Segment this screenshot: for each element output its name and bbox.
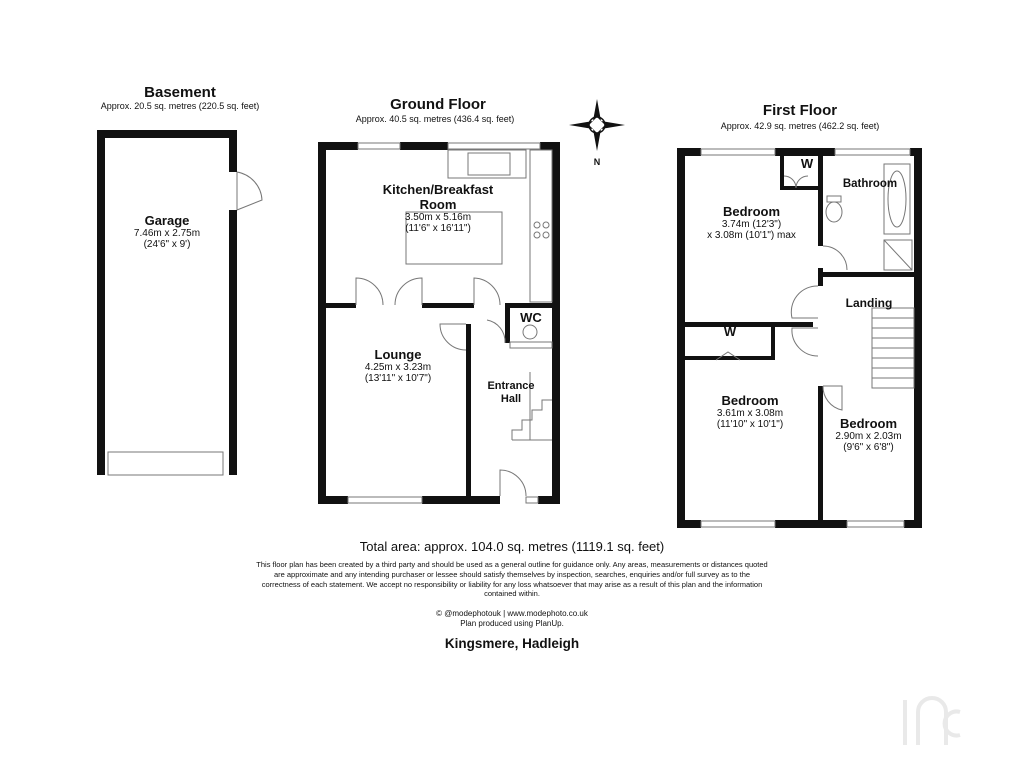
bedroom2-dim-imperial: (11'10" x 10'1") (716, 419, 784, 430)
disclaimer-line: correctness of each statement. We accept no responsibility or liability for any loss whatsoever that may arise as a result of this plan and the information (261, 579, 763, 589)
garage-door (108, 452, 223, 475)
hall-name-line2: Hall (500, 392, 522, 405)
bedroom3-label (823, 416, 914, 453)
basement-area: Approx. 20.5 sq. metres (220.5 sq. feet) (100, 101, 260, 111)
bathroom-label: Bathroom (842, 178, 898, 190)
credit-line1: © @modephotouk | www.modephoto.co.uk (436, 609, 588, 618)
disclaimer-line: contained within. (484, 589, 540, 599)
kitchen-dim-imperial: (11'6" x 16'11") (405, 223, 471, 234)
landing-label: Landing (845, 296, 893, 310)
compass-north-label: N (593, 157, 601, 167)
first-floor-title: First Floor (762, 102, 838, 119)
kitchen-name-line1: Kitchen/Breakfast (382, 182, 494, 197)
bedroom1-label (685, 204, 818, 241)
kitchen-label (348, 182, 528, 234)
disclaimer (212, 560, 812, 599)
ground-floor-title: Ground Floor (390, 96, 486, 113)
ground-floor-area: Approx. 40.5 sq. metres (436.4 sq. feet) (355, 114, 515, 124)
lounge-dim-imperial: (13'11" x 10'7") (364, 373, 432, 384)
credits (362, 609, 662, 630)
bedroom2-dim-metric: 3.61m x 3.08m (716, 408, 784, 419)
credit-line2: Plan produced using PlanUp. (460, 619, 564, 629)
garage-plan (97, 130, 237, 475)
lounge-label (338, 347, 458, 384)
total-area: Total area: approx. 104.0 sq. metres (1119.1 sq. feet) (359, 539, 665, 554)
bedroom2-name: Bedroom (721, 393, 779, 408)
wardrobe-top-label: W (800, 156, 814, 171)
bedroom1-dim-metric: 3.74m (12'3") (721, 219, 782, 230)
compass-rose-icon (569, 99, 625, 151)
lounge-dim-metric: 4.25m x 3.23m (364, 362, 432, 373)
garage-dim-metric: 7.46m x 2.75m (133, 228, 201, 239)
wardrobe-mid-label: W (723, 324, 737, 339)
basement-title: Basement (144, 84, 216, 101)
bedroom1-name: Bedroom (722, 204, 781, 219)
property-address: Kingsmere, Hadleigh (444, 636, 580, 651)
garage-label (105, 213, 229, 250)
disclaimer-line: This floor plan has been created by a third party and should be used as a general outline for guidance only. Any areas, measurements or distances quoted (256, 560, 768, 569)
bedroom3-dim-metric: 2.90m x 2.03m (835, 431, 902, 442)
watermark-logo-icon (905, 698, 960, 745)
garage-name: Garage (144, 213, 190, 228)
first-floor-area: Approx. 42.9 sq. metres (462.2 sq. feet) (720, 121, 880, 131)
hall-label (478, 380, 544, 405)
bedroom2-label (690, 393, 810, 430)
garage-dim-imperial: (24'6" x 9') (143, 239, 191, 250)
wc-label: WC (520, 310, 542, 325)
hall-name-line1: Entrance (487, 380, 535, 392)
disclaimer-line: are approximate and any intending purchaser or lessee should satisfy themselves by inspection, searches, enquiries and/or full survey as to the (273, 569, 751, 579)
kitchen-dim-metric: 3.50m x 5.16m (404, 212, 472, 223)
bedroom1-dim-imperial: x 3.08m (10'1") max (707, 230, 796, 241)
bedroom3-dim-imperial: (9'6" x 6'8") (843, 442, 894, 453)
garage-side-door (237, 172, 262, 210)
lounge-name: Lounge (374, 347, 422, 362)
kitchen-name-line2: Room (419, 197, 457, 212)
bedroom3-name: Bedroom (839, 416, 898, 431)
